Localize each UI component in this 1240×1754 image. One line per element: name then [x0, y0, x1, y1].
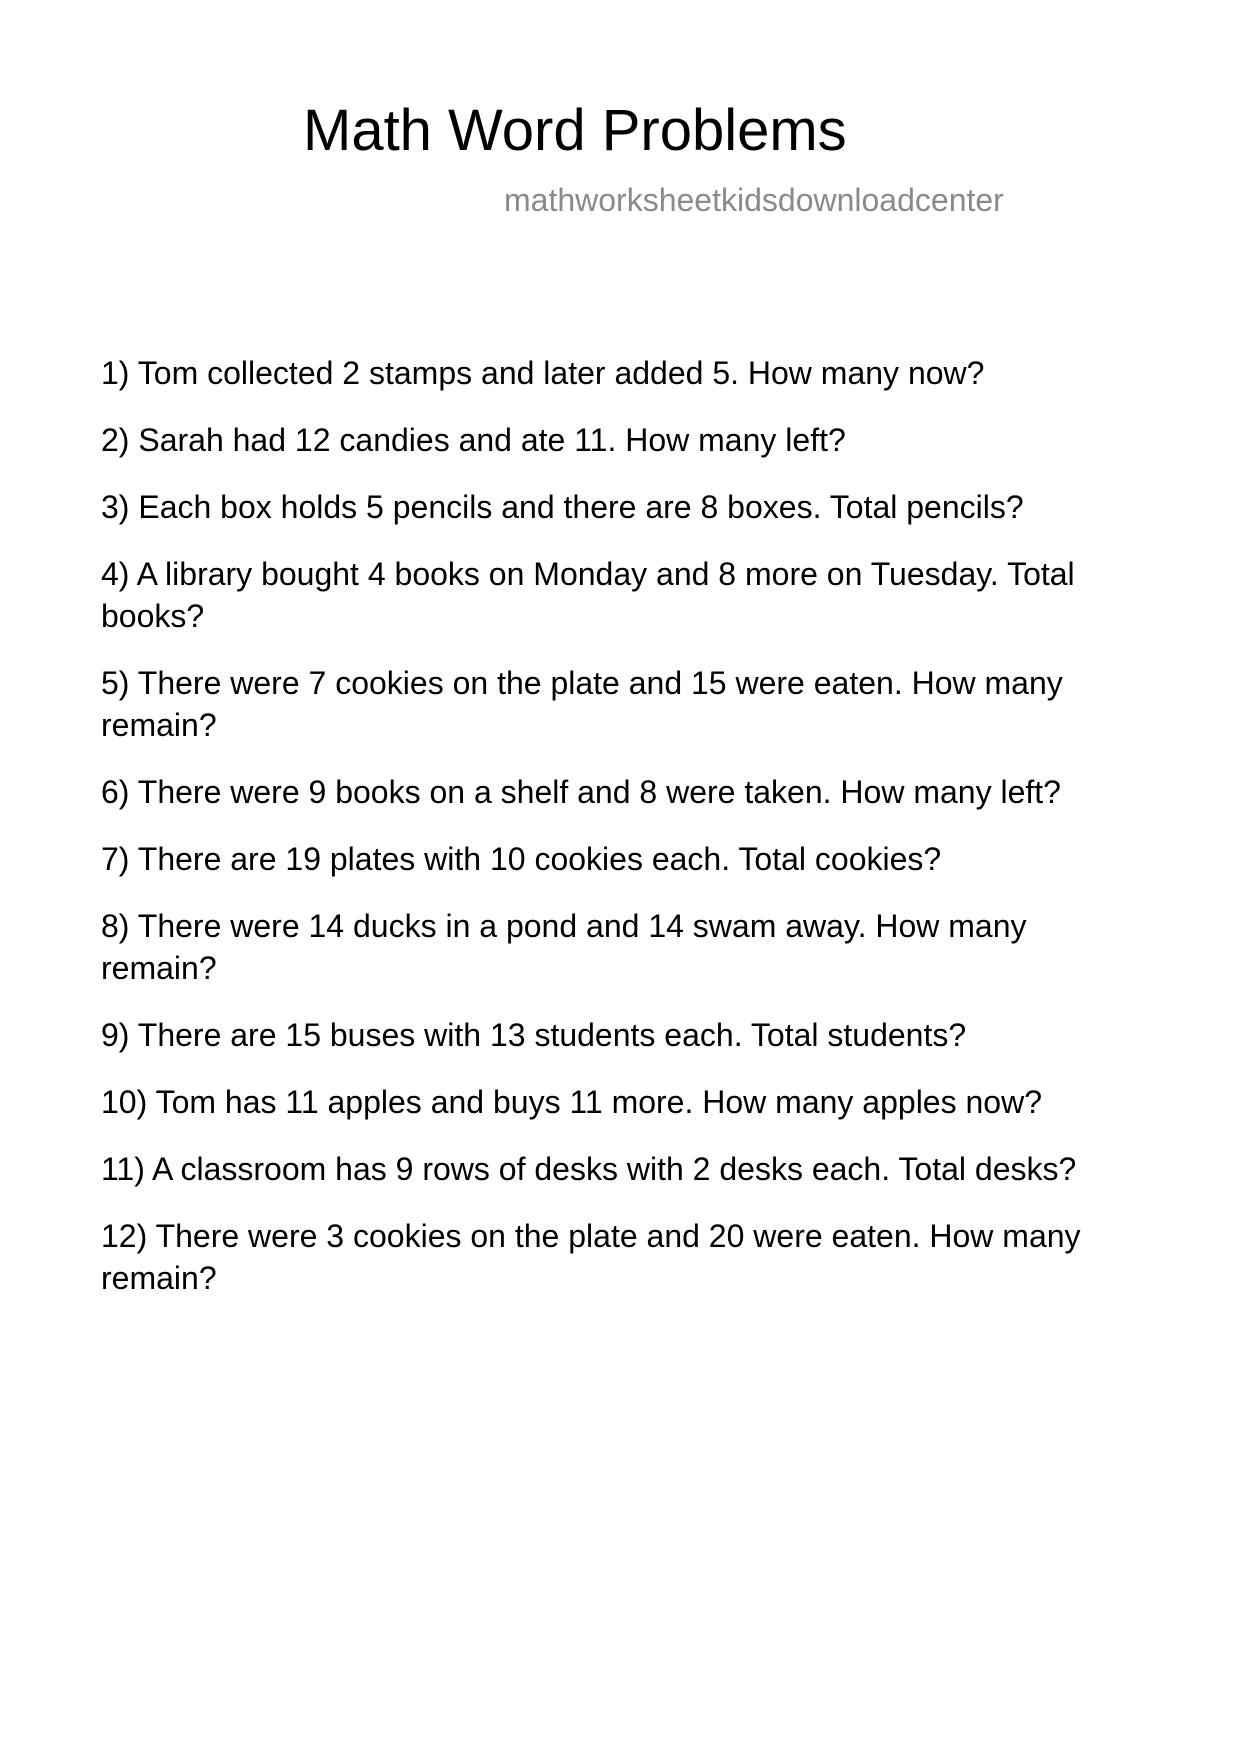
- problem-item: 3) Each box holds 5 pencils and there are 8 boxes. Total pencils?: [101, 489, 1024, 525]
- problem-item: 4) A library bought 4 books on Monday and 8 more on Tuesday. Total books?: [101, 556, 1075, 634]
- problem-item: 9) There are 15 buses with 13 students each. Total students?: [101, 1017, 967, 1053]
- page-subtitle: mathworksheetkidsdownloadcenter: [504, 182, 1004, 218]
- problem-item: 10) Tom has 11 apples and buys 11 more. How many apples now?: [101, 1084, 1042, 1120]
- problem-item: 11) A classroom has 9 rows of desks with 2 desks each. Total desks?: [101, 1151, 1077, 1187]
- problem-item: 8) There were 14 ducks in a pond and 14 swam away. How many remain?: [101, 908, 1027, 986]
- problem-item: 2) Sarah had 12 candies and ate 11. How many left?: [101, 422, 846, 458]
- problem-item: 7) There are 19 plates with 10 cookies each. Total cookies?: [101, 841, 942, 877]
- problem-item: 12) There were 3 cookies on the plate and 20 were eaten. How many remain?: [101, 1218, 1081, 1296]
- problem-item: 6) There were 9 books on a shelf and 8 were taken. How many left?: [101, 774, 1061, 810]
- problem-item: 1) Tom collected 2 stamps and later added 5. How many now?: [101, 355, 985, 391]
- problem-item: 5) There were 7 cookies on the plate and 15 were eaten. How many remain?: [101, 665, 1063, 743]
- problem-list: [101, 352, 1141, 1324]
- page-title: Math Word Problems: [303, 98, 847, 163]
